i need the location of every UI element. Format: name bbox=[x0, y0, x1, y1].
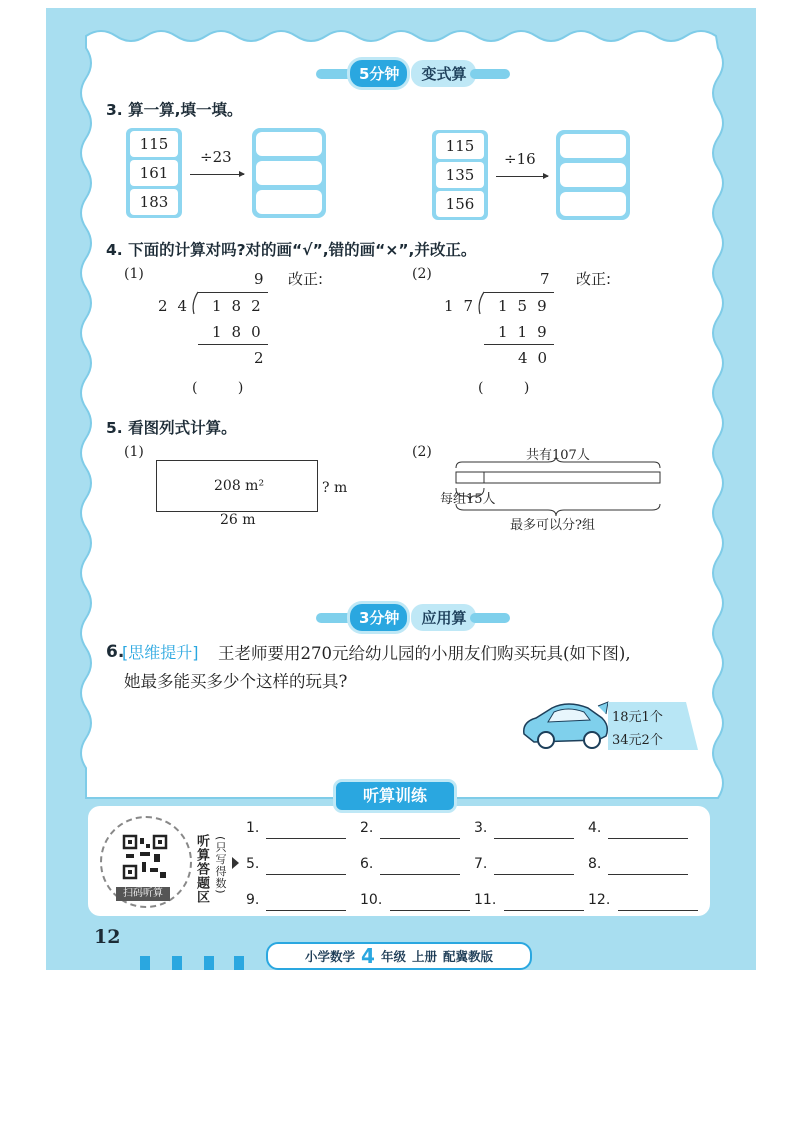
dividend: 159 bbox=[498, 297, 557, 315]
bottom-label: 26 m bbox=[220, 512, 256, 528]
number-stack-left bbox=[126, 128, 182, 218]
answer-number: 8. bbox=[588, 856, 602, 872]
question-4-title: 4. 下面的计算对吗?对的画“√”,错的画“×”,并改正。 bbox=[106, 241, 477, 259]
answer-number: 3. bbox=[474, 820, 488, 836]
answer-slot[interactable] bbox=[256, 190, 322, 214]
minutes-pill: 5分钟 bbox=[350, 60, 407, 87]
quotient: 7 bbox=[540, 270, 560, 288]
divisor: 17 bbox=[444, 297, 484, 315]
banner-line bbox=[470, 613, 510, 623]
answer-box-left bbox=[252, 128, 326, 218]
dividend: 182 bbox=[212, 297, 271, 315]
correction-label: 改正: bbox=[288, 270, 324, 288]
subtract-line bbox=[198, 344, 268, 345]
question-3-title: 3. 算一算,填一填。 bbox=[106, 101, 243, 119]
toy-car-icon bbox=[518, 696, 610, 754]
answer-number: 1. bbox=[246, 820, 260, 836]
correction-label: 改正: bbox=[576, 270, 612, 288]
answer-note: (只写得数) bbox=[214, 836, 227, 895]
divisor: 24 bbox=[158, 297, 198, 315]
side-label: ? m bbox=[322, 480, 348, 496]
footer-decoration bbox=[204, 956, 214, 970]
number-cell: 115 bbox=[130, 131, 178, 157]
judgment-parentheses[interactable]: ( ) bbox=[192, 380, 262, 396]
answer-blank[interactable] bbox=[494, 874, 574, 875]
part-label: (1) bbox=[124, 444, 144, 460]
part-label: (1) bbox=[124, 266, 144, 282]
answer-blank[interactable] bbox=[266, 874, 346, 875]
footer-decoration bbox=[140, 956, 150, 970]
question-label: 最多可以分?组 bbox=[510, 518, 595, 533]
division-bar bbox=[198, 292, 268, 293]
question-6-number: 6. bbox=[106, 642, 125, 662]
answer-blank[interactable] bbox=[266, 838, 346, 839]
answer-number: 5. bbox=[246, 856, 260, 872]
number-cell: 156 bbox=[436, 191, 484, 217]
answer-number: 4. bbox=[588, 820, 602, 836]
answer-number: 9. bbox=[246, 892, 260, 908]
number-cell: 161 bbox=[130, 160, 178, 186]
number-cell: 183 bbox=[130, 189, 178, 215]
qr-code-icon bbox=[122, 834, 168, 880]
answer-box-right bbox=[556, 130, 630, 220]
answer-slot[interactable] bbox=[256, 161, 322, 185]
section-title: 变式算 bbox=[411, 60, 476, 87]
judgment-parentheses[interactable]: ( ) bbox=[478, 380, 548, 396]
division-bracket bbox=[476, 290, 488, 316]
answer-blank[interactable] bbox=[380, 838, 460, 839]
product: 180 bbox=[212, 323, 271, 341]
answer-slot[interactable] bbox=[560, 163, 626, 187]
footer-decoration bbox=[234, 956, 244, 970]
remainder: 40 bbox=[518, 349, 558, 367]
part-label: (2) bbox=[412, 266, 432, 282]
answer-slot[interactable] bbox=[560, 134, 626, 158]
answer-blank[interactable] bbox=[380, 874, 460, 875]
price-2: 34元2个 bbox=[612, 733, 663, 748]
section-title: 应用算 bbox=[411, 604, 476, 631]
question-5-title: 5. 看图列式计算。 bbox=[106, 419, 237, 437]
answer-blank[interactable] bbox=[390, 910, 470, 911]
number-cell: 135 bbox=[436, 162, 484, 188]
quotient: 9 bbox=[254, 270, 274, 288]
operation-label: ÷23 bbox=[200, 148, 232, 166]
answer-blank[interactable] bbox=[494, 838, 574, 839]
answer-slot[interactable] bbox=[256, 132, 322, 156]
answer-blank[interactable] bbox=[266, 910, 346, 911]
page-number: 12 bbox=[94, 926, 121, 948]
price-1: 18元1个 bbox=[612, 710, 663, 725]
grade-number: 4 bbox=[361, 944, 375, 968]
answer-number: 11. bbox=[474, 892, 497, 908]
subject: 小学数学 bbox=[305, 949, 356, 964]
arrow-icon bbox=[496, 176, 548, 177]
answer-blank[interactable] bbox=[618, 910, 698, 911]
banner-line bbox=[470, 69, 510, 79]
product: 119 bbox=[498, 323, 557, 341]
thinking-tag: [思维提升] bbox=[122, 643, 199, 662]
footer-decoration bbox=[172, 956, 182, 970]
answer-number: 10. bbox=[360, 892, 383, 908]
triangle-pointer-icon bbox=[232, 857, 239, 869]
minutes-pill: 3分钟 bbox=[350, 604, 407, 631]
segment-diagram bbox=[452, 456, 664, 516]
section-banner-2 bbox=[316, 604, 510, 631]
division-bar bbox=[484, 292, 554, 293]
answer-slot[interactable] bbox=[560, 192, 626, 216]
number-cell: 115 bbox=[436, 133, 484, 159]
subtract-line bbox=[484, 344, 554, 345]
answer-blank[interactable] bbox=[504, 910, 584, 911]
group-label: 每组15人 bbox=[440, 492, 496, 507]
answer-blank[interactable] bbox=[608, 838, 688, 839]
listening-title: 听算训练 bbox=[336, 782, 454, 810]
term: 上册 bbox=[411, 949, 437, 964]
operation-label: ÷16 bbox=[504, 150, 536, 168]
number-stack-right bbox=[432, 130, 488, 220]
answer-number: 7. bbox=[474, 856, 488, 872]
book-info bbox=[266, 942, 532, 970]
answer-area-label: 听算答题区 bbox=[194, 834, 209, 904]
answer-blank[interactable] bbox=[608, 874, 688, 875]
division-bracket bbox=[190, 290, 202, 316]
question-6-line2: 她最多能买多少个这样的玩具? bbox=[124, 672, 348, 691]
remainder: 2 bbox=[254, 349, 274, 367]
part-label: (2) bbox=[412, 444, 432, 460]
answer-number: 2. bbox=[360, 820, 374, 836]
area-label: 208 m² bbox=[214, 478, 265, 494]
answer-number: 12. bbox=[588, 892, 611, 908]
grade: 年级 bbox=[380, 949, 406, 964]
qr-label: 扫码听算 bbox=[116, 887, 170, 901]
arrow-icon bbox=[190, 174, 244, 175]
question-6-line1: 王老师要用270元给幼儿园的小朋友们购买玩具(如下图), bbox=[218, 644, 631, 663]
answer-number: 6. bbox=[360, 856, 374, 872]
edition: 配冀教版 bbox=[442, 949, 493, 964]
section-banner-1 bbox=[316, 60, 510, 87]
total-label: 共有107人 bbox=[526, 448, 590, 463]
